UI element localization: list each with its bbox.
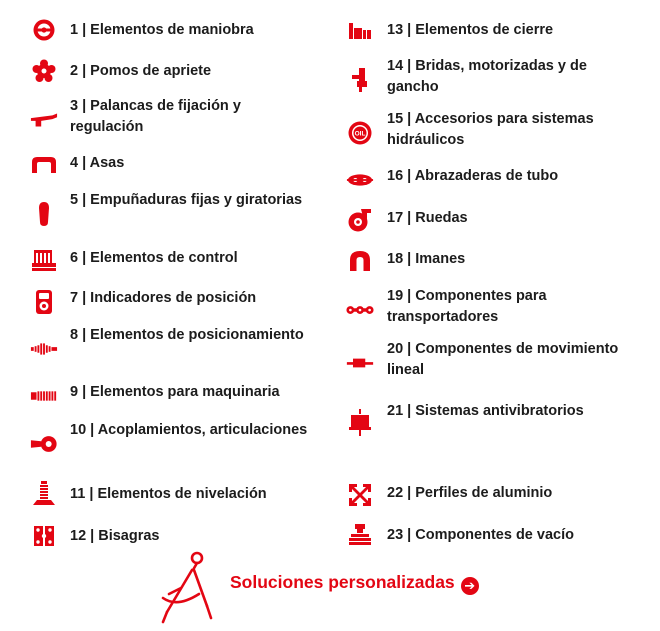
toggle-clamp-icon [346,66,374,94]
custom-solutions-label: Soluciones personalizadas [230,572,455,592]
control-element-icon [30,246,58,274]
vacuum-cup-icon [346,521,374,549]
category-label: 4 | Asas [70,155,125,171]
aluminium-profile-icon [346,481,374,509]
category-label: 15 | Accesorios para sistemas hidráulicos [387,111,594,148]
category-label: 20 | Componentes de movimiento lineal [387,341,619,378]
compass-icon [155,548,221,631]
machine-element-icon [30,382,58,410]
arrow-right-circle-icon: ➔ [461,577,479,595]
clamping-knob-icon [30,57,58,85]
category-label: 23 | Componentes de vacío [387,527,574,543]
category-label: 12 | Bisagras [70,528,160,544]
category-label: 9 | Elementos para maquinaria [70,384,280,400]
conveyor-chain-icon [346,296,374,324]
latch-icon [346,16,374,44]
category-label: 14 | Bridas, motorizadas y de gancho [387,58,587,95]
category-label: 17 | Ruedas [387,210,468,226]
category-label: 18 | Imanes [387,251,466,267]
category-label: 19 | Componentes para transportadores [387,288,547,325]
coupling-icon [30,430,58,458]
custom-solutions-link[interactable] [155,548,515,626]
anti-vibration-mount-icon [346,409,374,437]
category-label: 3 | Palancas de fijación y regulación [70,98,241,135]
category-label: 21 | Sistemas antivibratorios [387,403,584,419]
grip-icon [30,200,58,228]
category-label: 5 | Empuñaduras fijas y giratorias [70,192,303,208]
category-label: 16 | Abrazaderas de tubo [387,168,559,184]
handle-icon [30,151,58,179]
indexing-plunger-icon [30,335,58,363]
caster-wheel-icon [346,206,374,234]
category-label: 7 | Indicadores de posición [70,290,257,306]
category-label: 10 | Acoplamientos, articulaciones [70,422,308,438]
handwheel-icon [30,16,58,44]
svg-text:OIL: OIL [354,130,366,138]
category-label: 13 | Elementos de cierre [387,22,554,38]
magnet-icon [346,247,374,275]
hinge-icon [30,522,58,550]
position-indicator-icon [30,288,58,316]
category-label: 1 | Elementos de maniobra [70,22,254,38]
category-label: 22 | Perfiles de aluminio [387,485,553,501]
tube-clamp-icon [346,166,374,194]
category-label: 11 | Elementos de nivelación [70,486,267,502]
linear-rail-icon [346,349,374,377]
lever-icon [30,106,58,134]
category-label: 8 | Elementos de posicionamiento [70,327,304,343]
category-label: 6 | Elementos de control [70,250,238,266]
oil-plug-icon [346,119,374,147]
category-label: 2 | Pomos de apriete [70,63,212,79]
leveling-foot-icon [30,480,58,508]
